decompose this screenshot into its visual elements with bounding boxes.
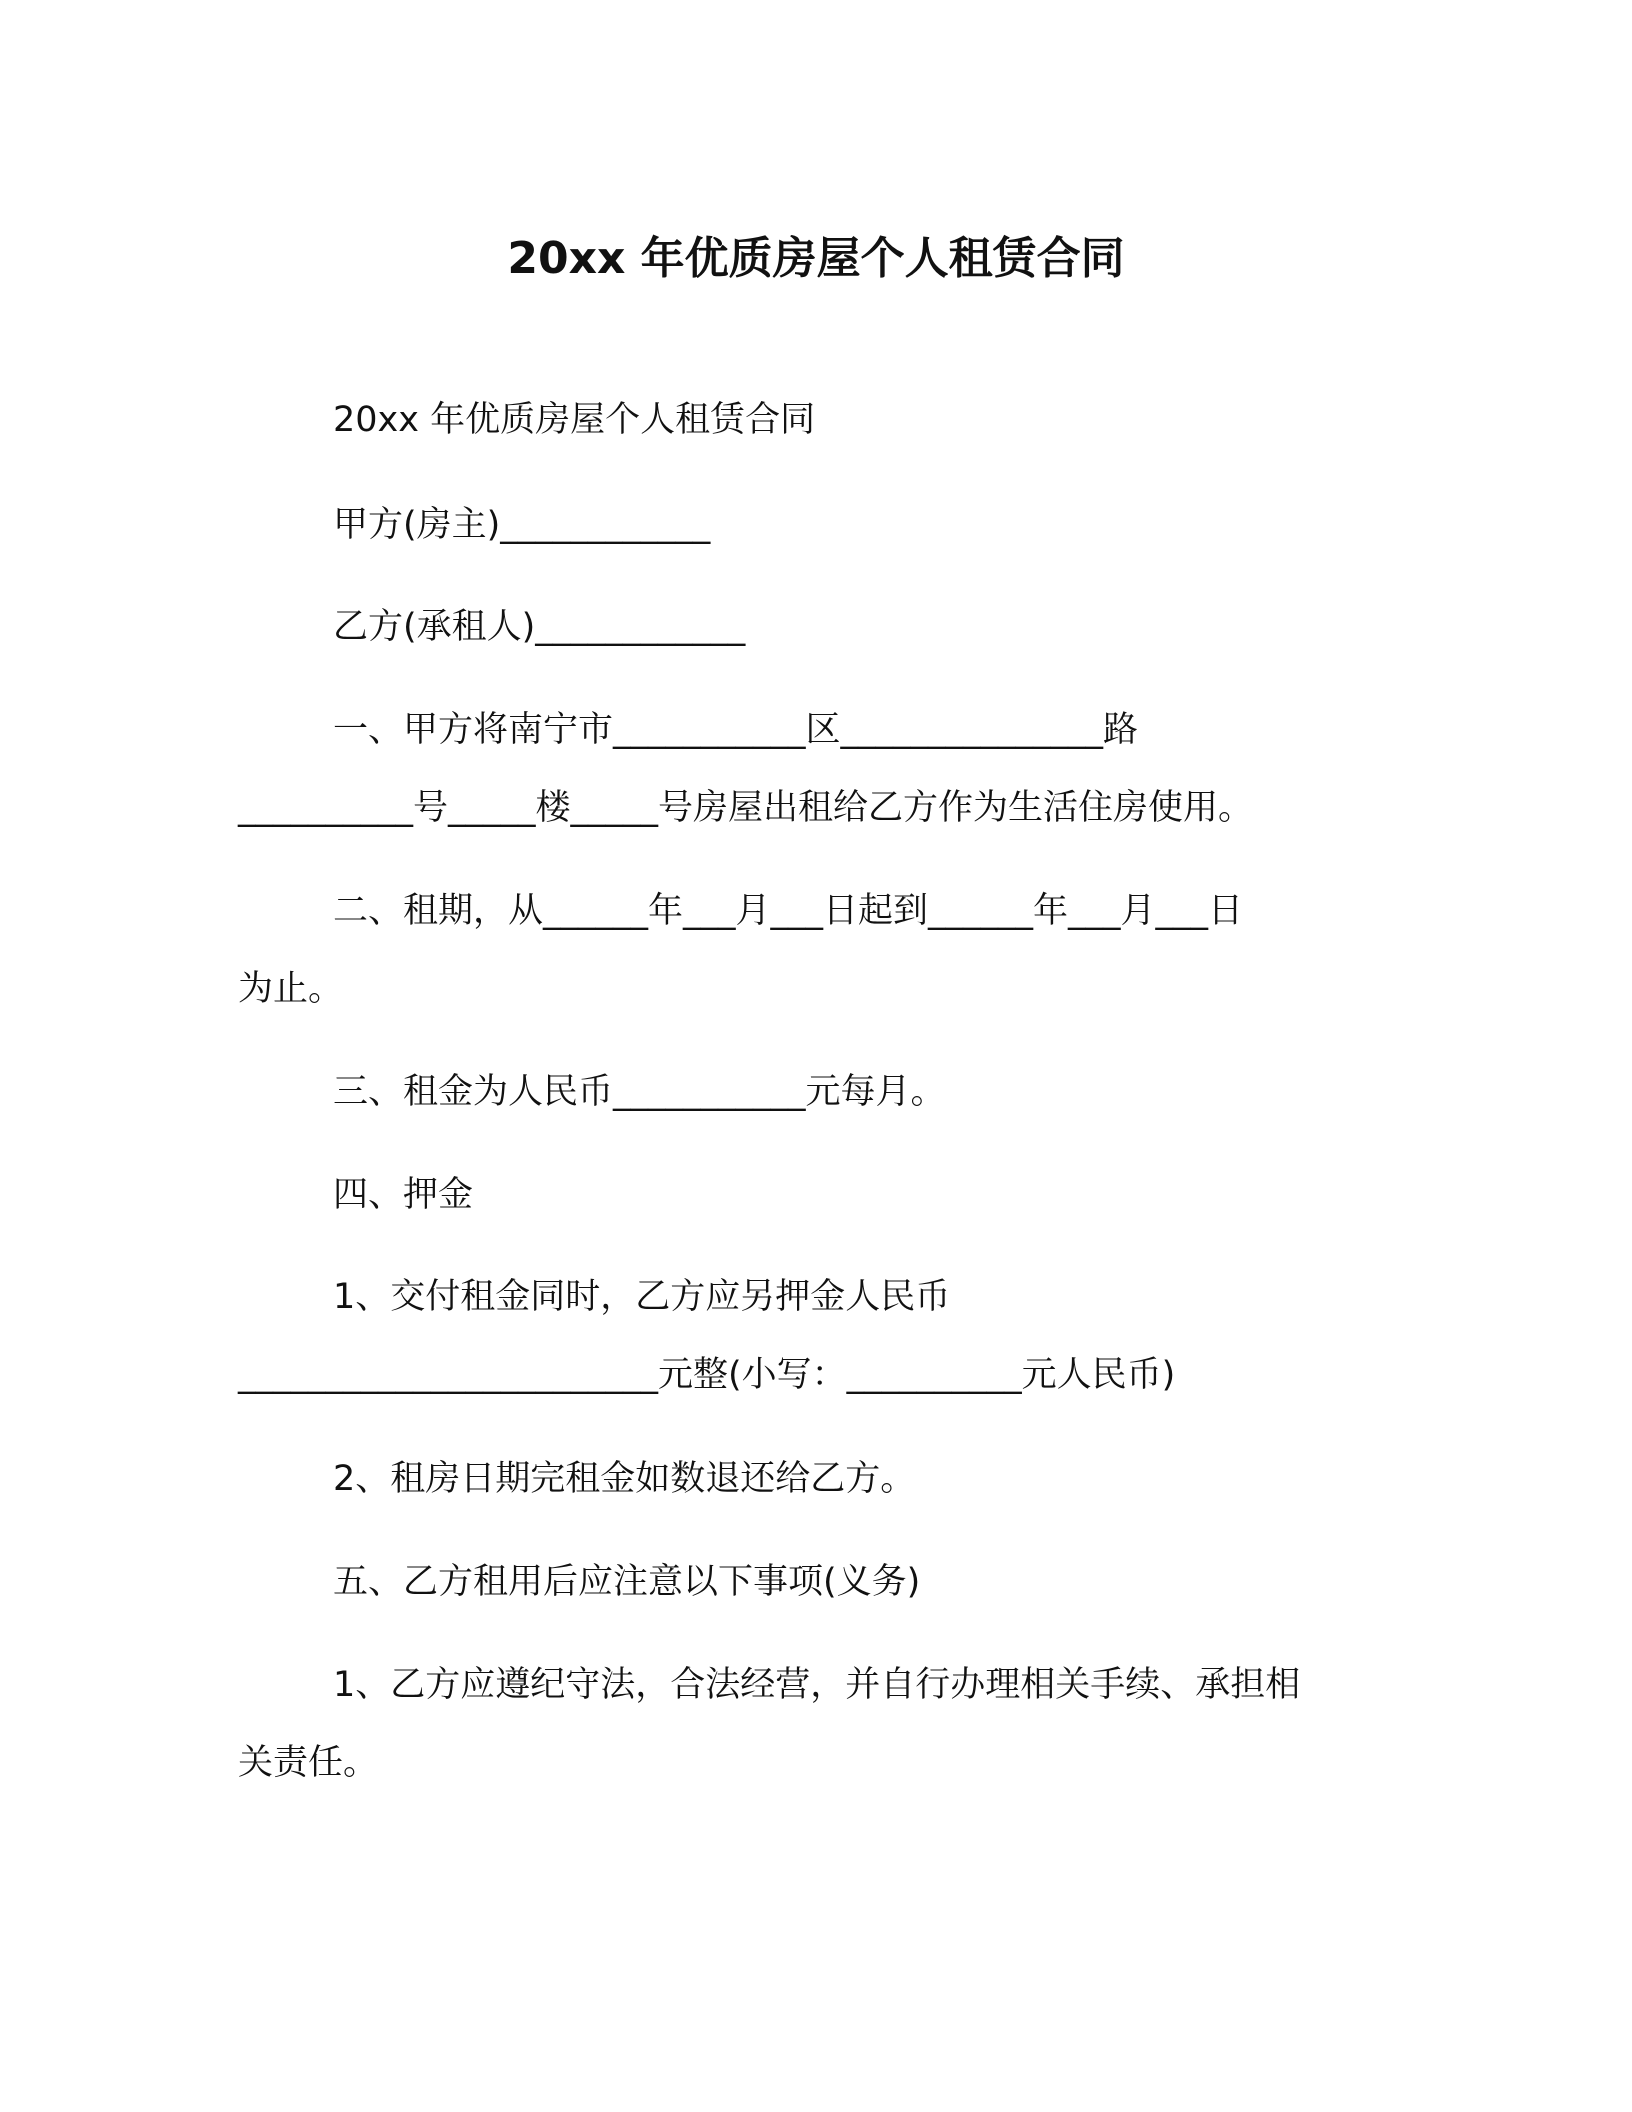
clause-1-line-1: 一、甲方将南宁市___________区_______________路 bbox=[333, 710, 1139, 750]
clause-5-heading: 五、乙方租用后应注意以下事项(义务) bbox=[333, 1562, 921, 1602]
clause-5-item-1-line-1: 1、乙方应遵纪守法，合法经营，并自行办理相关手续、承担相 bbox=[333, 1665, 1301, 1705]
document-title: 20xx 年优质房屋个人租赁合同 bbox=[507, 233, 1125, 284]
clause-4-item-1-line-2: ________________________元整(小写：__________元人民币) bbox=[238, 1355, 1176, 1395]
clause-2-line-2: 为止。 bbox=[238, 969, 344, 1009]
clause-1-line-2: __________号_____楼_____号房屋出租给乙方作为生活住房使用。 bbox=[238, 788, 1254, 828]
party-b-line: 乙方(承租人)____________ bbox=[333, 607, 746, 647]
clause-4-heading: 四、押金 bbox=[333, 1175, 474, 1215]
clause-4-item-2-line: 2、租房日期完租金如数退还给乙方。 bbox=[333, 1459, 916, 1499]
clause-2-line-1: 二、租期，从______年___月___日起到______年___月___日 bbox=[333, 891, 1244, 931]
clause-3-line: 三、租金为人民币___________元每月。 bbox=[333, 1072, 946, 1112]
contract-subtitle: 20xx 年优质房屋个人租赁合同 bbox=[333, 400, 816, 440]
clause-5-item-1-line-2: 关责任。 bbox=[238, 1743, 379, 1783]
party-a-line: 甲方(房主)____________ bbox=[333, 505, 711, 545]
clause-4-item-1-line-1: 1、交付租金同时，乙方应另押金人民币 bbox=[333, 1277, 951, 1317]
